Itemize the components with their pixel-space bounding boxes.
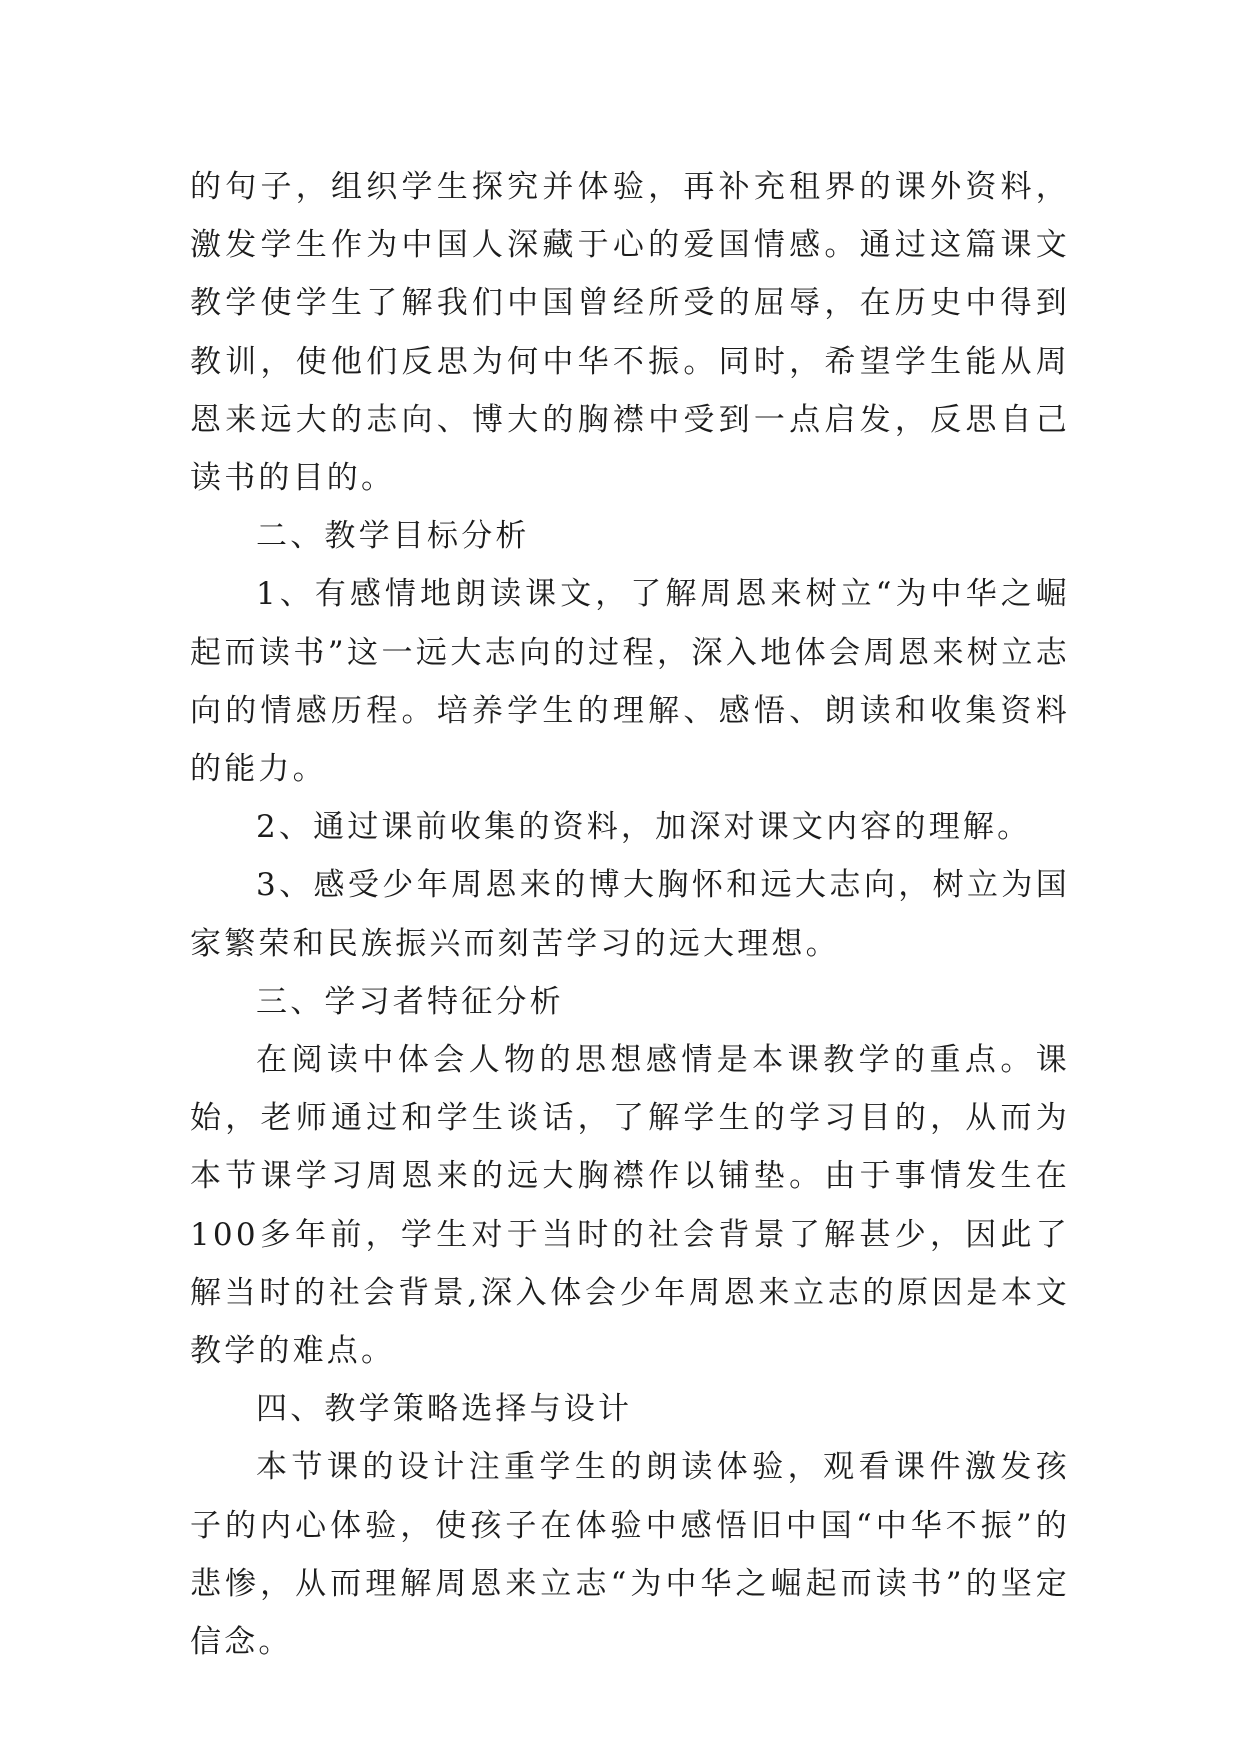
section-heading-teaching-strategy: 四、教学策略选择与设计 <box>256 1391 633 1428</box>
section-heading-teaching-objectives: 二、教学目标分析 <box>256 518 530 555</box>
paragraph-teaching-strategy: 本节课的设计注重学生的朗读体验，观看课件激发孩子的内心体验，使孩子在体验中感悟旧中国“中华不振”的悲惨，从而理解周恩来立志“为中华之崛起而读书”的坚定信念。 <box>190 1449 1070 1661</box>
objective-item-3: 3、感受少年周恩来的博大胸怀和远大志向，树立为国家繁荣和民族振兴而刻苦学习的远大理想。 <box>190 867 1070 962</box>
paragraph-learner-analysis: 在阅读中体会人物的思想感情是本课教学的重点。课始，老师通过和学生谈话，了解学生的学习目的，从而为本节课学习周恩来的远大胸襟作以铺垫。由于事情发生在100多年前，学生对于当时的社会背景了解甚少，因此了解当时的社会背景,深入体会少年周恩来立志的原因是本文教学的难点。 <box>190 1042 1070 1370</box>
objective-item-2: 2、通过课前收集的资料，加深对课文内容的理解。 <box>256 809 1032 846</box>
document-body <box>190 158 1070 1671</box>
objective-item-1: 1、有感情地朗读课文，了解周恩来树立“为中华之崛起而读书”这一远大志向的过程，深入地体会周恩来树立志向的情感历程。培养学生的理解、感悟、朗读和收集资料的能力。 <box>190 576 1070 788</box>
paragraph-continuation: 的句子，组织学生探究并体验，再补充租界的课外资料，激发学生作为中国人深藏于心的爱国情感。通过这篇课文教学使学生了解我们中国曾经所受的屈辱，在历史中得到教训，使他们反思为何中华不振。同时，希望学生能从周恩来远大的志向、博大的胸襟中受到一点启发，反思自己读书的目的。 <box>190 169 1070 497</box>
section-heading-learner-analysis: 三、学习者特征分析 <box>256 983 564 1020</box>
